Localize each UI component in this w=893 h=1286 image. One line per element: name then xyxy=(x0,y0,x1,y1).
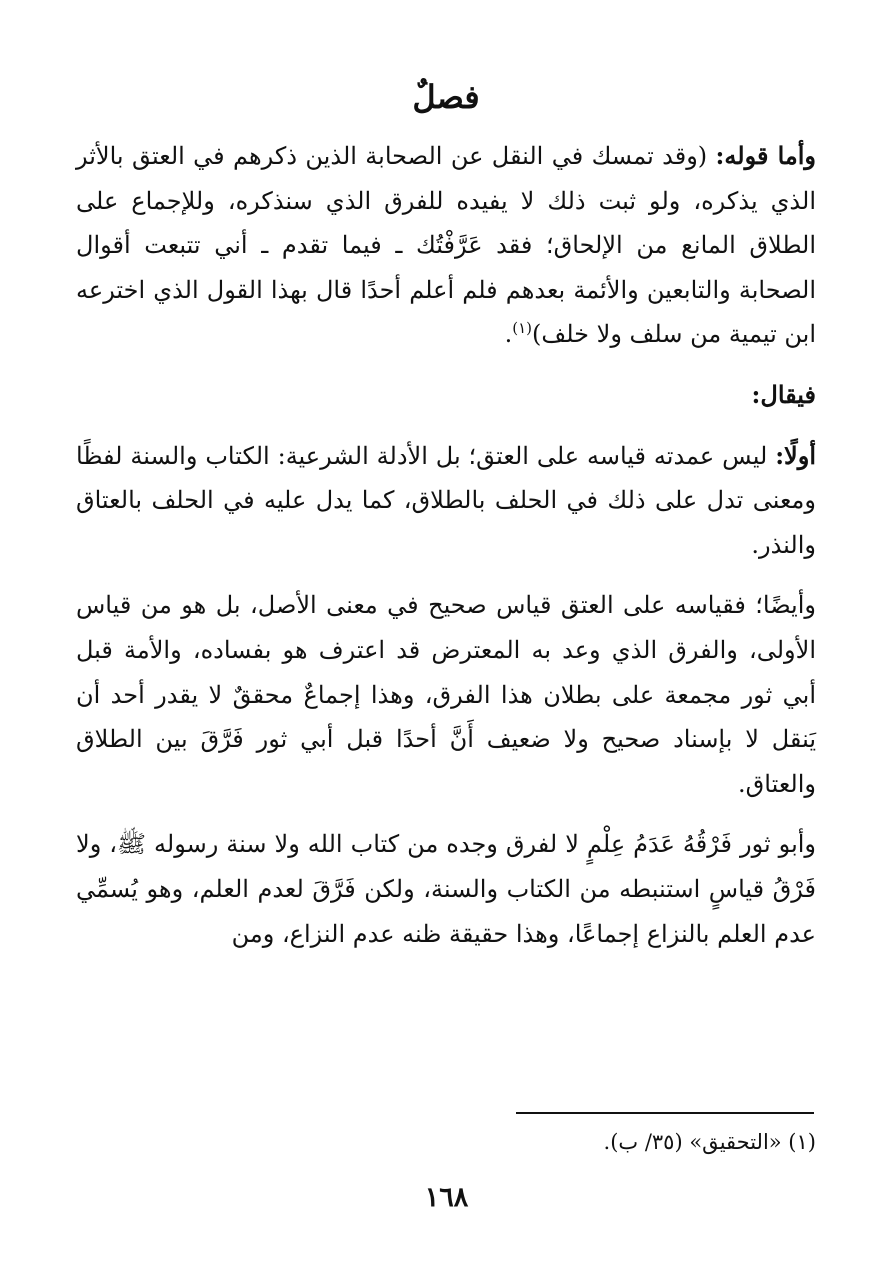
footnote: (١) «التحقيق» (٣٥/ ب). xyxy=(603,1130,816,1154)
paragraph-1-tail: . xyxy=(504,320,513,349)
paragraph-1-lead: وأما قوله: xyxy=(715,141,816,170)
paragraph-1-text: (وقد تمسك في النقل عن الصحابة الذين ذكرهم في العتق بالأثر الذي يذكره، ولو ثبت ذلك لا يفيده للفرق الذي سنذكره، وللإجماع على الطلاق المانع من الإلحاق؛ فقد عَرَّفْتُك ـ فيما تقدم ـ أني تتبعت أقوال الصحابة والتابعين والأئمة بعدهم فلم أعلم أحدًا قال بهذا القول الذي اخترعه ابن تيمية من سلف ولا خلف) xyxy=(76,142,816,349)
page-number: ١٦٨ xyxy=(424,1182,469,1213)
paragraph-4 xyxy=(76,583,816,806)
paragraph-5 xyxy=(76,822,816,956)
paragraph-5-text: وأبو ثور فَرْقُهُ عَدَمُ عِلْمٍ لا لفرق وجده من كتاب الله ولا سنة رسوله ﷺ، ولا فَرْقُ قياسٍ استنبطه من الكتاب والسنة، ولكن فَرَّقَ لعدم العلم، وهو يُسمِّي عدم العلم بالنزاع إجماعًا، وهذا حقيقة ظنه عدم النزاع، ومن xyxy=(76,830,817,948)
paragraph-4-text: وأيضًا؛ فقياسه على العتق قياس صحيح في معنى الأصل، بل هو من قياس الأولى، والفرق الذي وعد به المعترض قد اعترف هو بفساده، والأمة قبل أبي ثور مجمعة على بطلان هذا الفرق، وهذا إجماعٌ محققٌ لا يقدر أحد أن يَنقل لا بإسناد صحيح ولا ضعيف أَنَّ أحدًا قبل أبي ثور فَرَّقَ بين الطلاق والعتاق. xyxy=(76,591,816,798)
paragraph-3 xyxy=(76,434,816,568)
paragraph-2-lead: فيقال: xyxy=(751,379,816,409)
paragraph-3-lead: أولًا: xyxy=(775,440,816,470)
paragraph-3-text: ليس عمدته قياسه على العتق؛ بل الأدلة الشرعية: الكتاب والسنة لفظًا ومعنى تدل على ذلك في الحلف بالطلاق، كما يدل عليه في الحلف بالعتاق والنذر. xyxy=(76,441,816,559)
footnote-divider xyxy=(516,1112,814,1114)
paragraph-1 xyxy=(76,134,816,357)
section-heading: فصلٌ xyxy=(412,78,480,116)
footnote-ref: (١) xyxy=(512,319,533,338)
paragraph-2 xyxy=(76,373,816,418)
page-body xyxy=(76,70,816,956)
